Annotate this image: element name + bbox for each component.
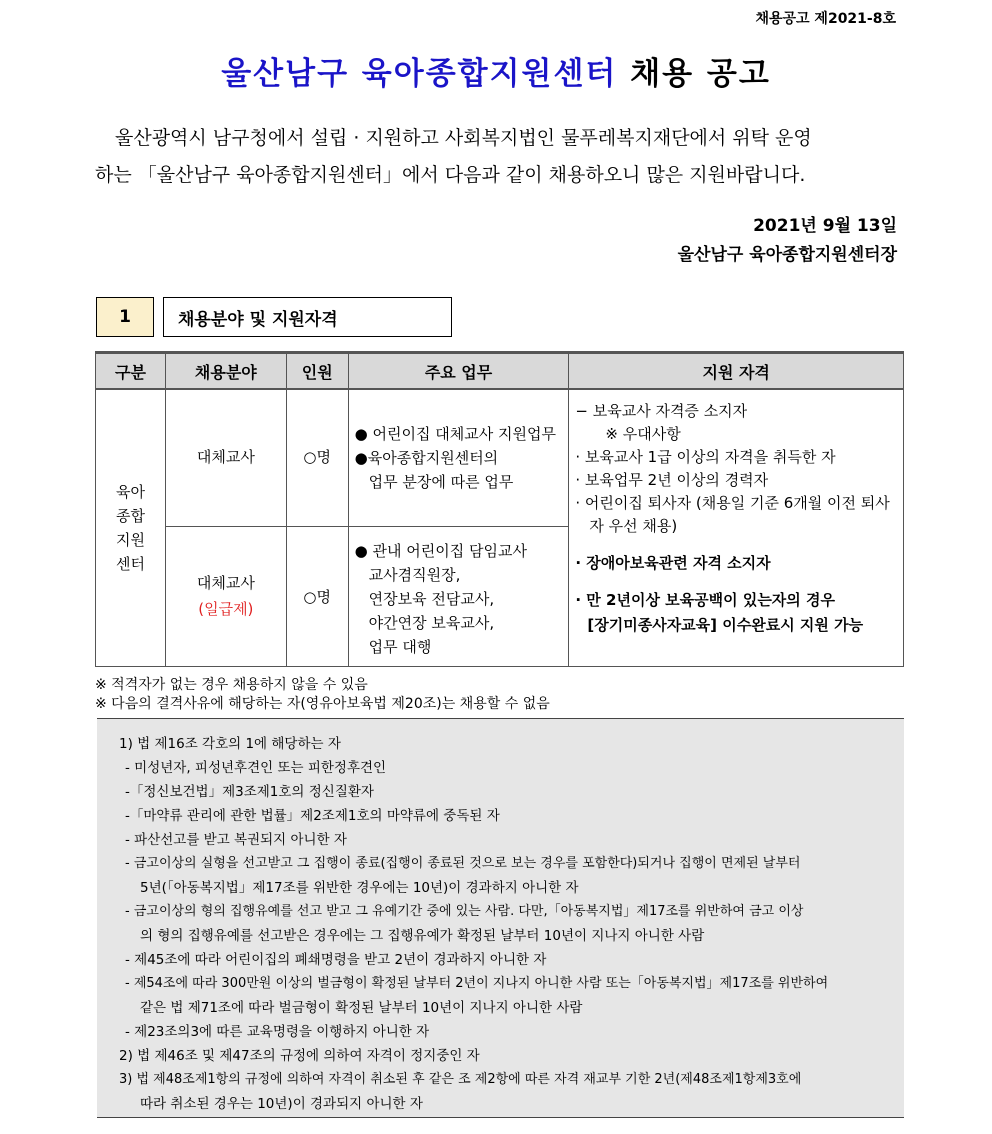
issuer: 울산남구 육아종합지원센터장 — [677, 245, 897, 265]
list-item: -「정신보건법」제3조제1호의 정신질환자 — [125, 784, 374, 800]
note-2: ※ 다음의 결격사유에 해당하는 자(영유아보육법 제20조)는 채용할 수 없음 — [95, 696, 550, 712]
intro-line-1: 울산광역시 남구청에서 설립 · 지원하고 사회복지법인 물푸레복지재단에서 위탁 운영 — [115, 127, 812, 149]
headcount: ○명 — [303, 448, 331, 466]
qualification-item: · 만 2년이상 보육공백이 있는자의 경우 — [575, 591, 835, 609]
list-item: - 제45조에 따라 어린이집의 폐쇄명령을 받고 2년이 경과하지 아니한 자 — [125, 952, 547, 968]
gubun-line: 지원 — [115, 530, 145, 549]
header-count: 인원 — [286, 353, 348, 390]
duty-item: 교사겸직원장, — [368, 565, 461, 584]
qualification-item: · 어린이집 퇴사자 (채용일 기준 6개월 이전 퇴사자 우선 채용) — [575, 494, 890, 535]
field-cell — [165, 389, 286, 526]
header-gubun: 구분 — [96, 353, 166, 390]
qualifications-cell — [569, 389, 904, 666]
duties-cell — [348, 389, 569, 526]
headcount: ○명 — [303, 587, 331, 606]
count-cell — [286, 389, 348, 526]
intro-paragraph — [95, 120, 895, 194]
qualification-item: · 장애아보육관련 자격 소지자 — [575, 554, 771, 572]
list-item: 따라 취소된 경우는 10년)이 경과되지 아니한 자 — [140, 1096, 423, 1112]
duty-item: 업무 분장에 따른 업무 — [368, 472, 514, 491]
header-duties: 주요 업무 — [348, 353, 569, 390]
duty-item: 연장보육 전담교사, — [368, 589, 495, 608]
field-note: (일급제) — [198, 600, 254, 618]
recruit-table — [95, 351, 904, 667]
list-item: 1) 법 제16조 각호의 1에 해당하는 자 — [119, 736, 341, 752]
duty-item: 업무 대행 — [368, 637, 432, 656]
duties-cell — [348, 526, 569, 666]
list-item: - 금고이상의 실형을 선고받고 그 집행이 종료(집행이 종료된 것으로 보는 경우를 포함한다)되거나 집행이 면제된 날부터 — [125, 856, 801, 871]
header-field: 채용분야 — [165, 353, 286, 390]
intro-line-2: 하는 「울산남구 육아종합지원센터」에서 다음과 같이 채용하오니 많은 지원바랍니다. — [95, 164, 806, 186]
disqualification-box — [97, 718, 904, 1118]
duty-item: 야간연장 보육교사, — [368, 613, 495, 632]
title-center-name: 울산남구 육아종합지원센터 — [221, 56, 618, 92]
count-cell — [286, 526, 348, 666]
note-1: ※ 적격자가 없는 경우 채용하지 않을 수 있음 — [95, 677, 368, 693]
list-item: 같은 법 제71조에 따라 벌금형이 확정된 날부터 10년이 지나지 아니한 사람 — [140, 1000, 583, 1016]
header-qualifications: 지원 자격 — [569, 353, 904, 390]
gubun-cell — [96, 389, 166, 666]
gubun-line: 종합 — [115, 506, 145, 525]
duty-item: ●육아종합지원센터의 — [354, 448, 499, 467]
duty-item: ● 어린이집 대체교사 지원업무 — [354, 424, 556, 443]
list-item: - 파산선고를 받고 복권되지 아니한 자 — [125, 832, 347, 848]
qualification-item: · 보육교사 1급 이상의 자격을 취득한 자 — [575, 448, 836, 466]
qualification-item: − 보육교사 자격증 소지자 — [575, 402, 748, 420]
list-item: 3) 법 제48조제1항의 규정에 의하여 자격이 취소된 후 같은 조 제2항에 따른 자격 재교부 기한 2년(제48조제1항제3호에 — [119, 1072, 802, 1087]
table-row — [96, 389, 904, 526]
list-item: - 제23조의3에 따른 교육명령을 이행하지 아니한 자 — [125, 1024, 430, 1040]
list-item: -「마약류 관리에 관한 법률」제2조제1호의 마약류에 중독된 자 — [125, 808, 500, 824]
list-item: 의 형의 집행유예를 선고받은 경우에는 그 집행유예가 확정된 날부터 10년이 지나지 아니한 사람 — [140, 928, 705, 944]
list-item: 5년(「아동복지법」제17조를 위반한 경우에는 10년)이 경과하지 아니한 자 — [140, 880, 579, 896]
gubun-line: 센터 — [115, 554, 145, 573]
list-item: - 미성년자, 피성년후견인 또는 피한정후견인 — [125, 760, 387, 776]
table-header-row — [96, 353, 904, 390]
field-name: 대체교사 — [196, 574, 255, 592]
field-cell — [165, 526, 286, 666]
list-item: 2) 법 제46조 및 제47조의 규정에 의하여 자격이 정지중인 자 — [119, 1048, 480, 1064]
list-item: - 금고이상의 형의 집행유예를 선고 받고 그 유예기간 중에 있는 사람. 다만,「아동복지법」제17조를 위반하여 금고 이상 — [125, 904, 804, 919]
page-title — [0, 48, 992, 93]
field-name: 대체교사 — [196, 448, 255, 466]
document-number: 채용공고 제2021-8호 — [755, 11, 896, 27]
list-item: - 제54조에 따라 300만원 이상의 벌금형이 확정된 날부터 2년이 지나지 아니한 사람 또는「아동복지법」제17조를 위반하여 — [125, 976, 829, 991]
section-title: 채용분야 및 지원자격 — [163, 297, 452, 337]
preference-label: ※ 우대사항 — [605, 425, 681, 443]
qualification-item: [장기미종사자교육] 이수완료시 지원 가능 — [587, 616, 864, 634]
gubun-line: 육아 — [115, 482, 145, 501]
section-number: 1 — [96, 297, 154, 337]
announcement-date: 2021년 9월 13일 — [753, 216, 897, 236]
qualification-item: · 보육업무 2년 이상의 경력자 — [575, 471, 769, 489]
duty-item: ● 관내 어린이집 담임교사 — [354, 541, 527, 560]
title-recruit: 채용 공고 — [630, 56, 771, 92]
